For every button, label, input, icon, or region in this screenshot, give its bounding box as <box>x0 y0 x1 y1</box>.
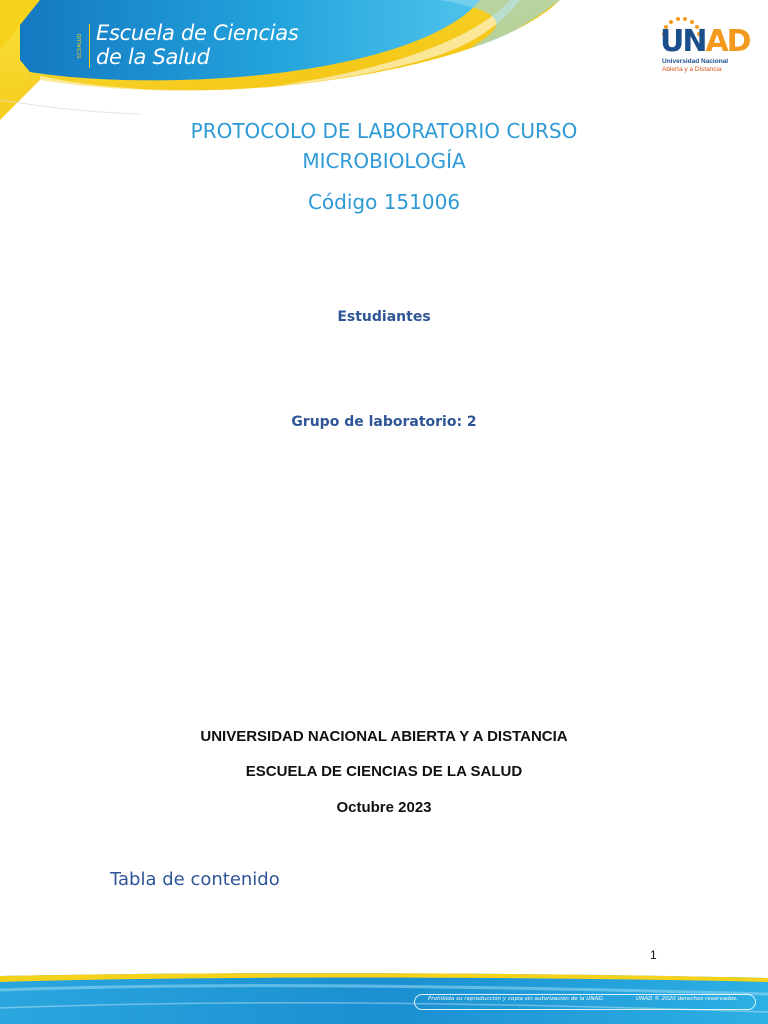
unad-logo <box>656 14 750 78</box>
footer-copyright: UNAD © 2020 derechos reservados. <box>636 996 738 1002</box>
logo-subtitle-1: Universidad Nacional <box>662 58 729 65</box>
school-divider <box>89 24 90 68</box>
title-line-2: MICROBIOLOGÍA <box>302 149 466 173</box>
school-title-line2: de la Salud <box>96 45 210 69</box>
logo-mark: UNAD <box>660 24 750 59</box>
school-title-line1: Escuela de Ciencias <box>96 21 299 45</box>
students-label: Estudiantes <box>337 309 431 325</box>
title-line-1: PROTOCOLO DE LABORATORIO CURSO <box>190 119 578 143</box>
lab-group-label: Grupo de laboratorio: 2 <box>291 414 477 430</box>
university-name: UNIVERSIDAD NACIONAL ABIERTA Y A DISTANCIA <box>200 728 568 745</box>
document-title <box>0 116 768 176</box>
footer-notice: Prohibida su reproducción y copia sin autorización de la UNAD. <box>428 996 605 1002</box>
document-date: Octubre 2023 <box>336 799 432 816</box>
toc-heading: Tabla de contenido <box>110 869 280 890</box>
school-vertical-tag: ECSALUD <box>77 33 83 59</box>
course-code: Código 151006 <box>307 190 461 214</box>
school-name: ESCUELA DE CIENCIAS DE LA SALUD <box>245 763 523 780</box>
page-number: 1 <box>650 948 657 962</box>
logo-subtitle-2: Abierta y a Distancia <box>662 66 722 73</box>
school-logo-text <box>96 21 299 69</box>
